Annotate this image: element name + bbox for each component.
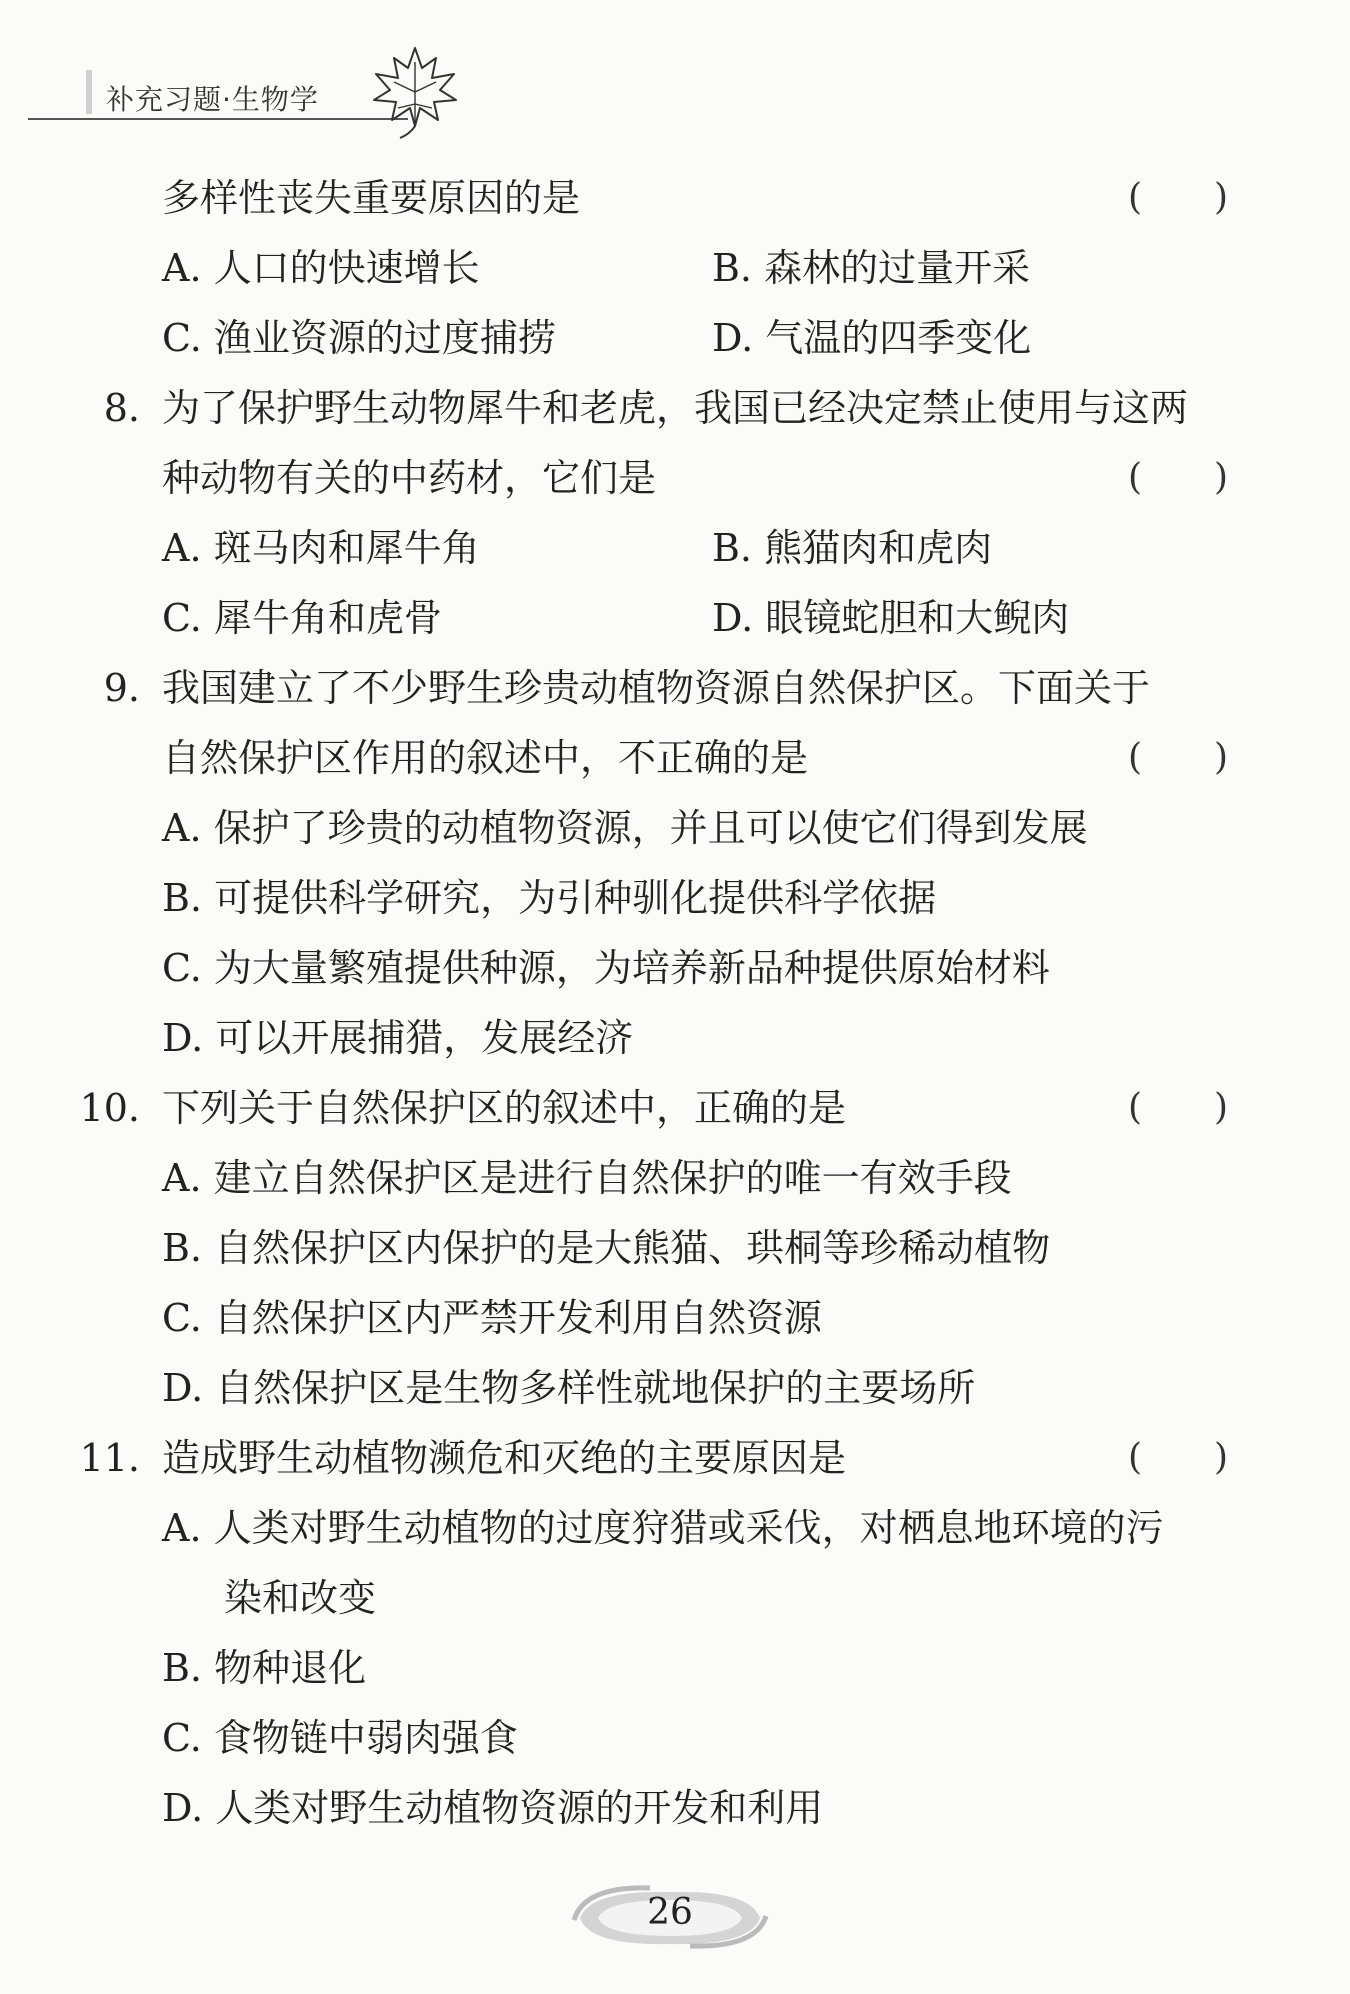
q9-option-c: C. 为大量繁殖提供种源，为培养新品种提供原始材料	[162, 946, 1050, 990]
q9-answer-paren: ( )	[1128, 737, 1229, 778]
q11-number: 11.	[79, 1436, 140, 1480]
q8-stem-line1: 为了保护野生动物犀牛和老虎，我国已经决定禁止使用与这两	[162, 386, 1189, 430]
q10-option-a: A. 建立自然保护区是进行自然保护的唯一有效手段	[162, 1156, 1012, 1200]
q9-stem-line1: 我国建立了不少野生珍贵动植物资源自然保护区。下面关于	[162, 666, 1151, 710]
q9-option-d: D. 可以开展捕猎，发展经济	[162, 1016, 634, 1060]
q10-option-b: B. 自然保护区内保护的是大熊猫、珙桐等珍稀动植物	[162, 1226, 1051, 1270]
header-accent-bar	[86, 70, 92, 114]
q10-stem: 下列关于自然保护区的叙述中，正确的是	[162, 1086, 847, 1130]
q8-option-a: A. 斑马肉和犀牛角	[162, 526, 480, 570]
q11-option-b: B. 物种退化	[162, 1646, 367, 1690]
q11-answer-paren: ( )	[1128, 1437, 1229, 1478]
q7-option-b: B. 森林的过量开采	[712, 246, 1031, 290]
q10-option-c: C. 自然保护区内严禁开发利用自然资源	[162, 1296, 822, 1340]
q9-number: 9.	[103, 666, 140, 710]
q9-option-b: B. 可提供科学研究，为引种驯化提供科学依据	[162, 876, 937, 920]
q8-answer-paren: ( )	[1128, 457, 1229, 498]
q8-number: 8.	[103, 386, 140, 430]
page-number-badge	[570, 1882, 770, 1952]
q7-option-a: A. 人口的快速增长	[162, 246, 480, 290]
q11-option-a-line2: 染和改变	[224, 1576, 377, 1620]
q8-option-c: C. 犀牛角和虎骨	[162, 596, 442, 640]
q8-option-b: B. 熊猫肉和虎肉	[712, 526, 993, 570]
q7-option-c: C. 渔业资源的过度捕捞	[162, 316, 556, 360]
page-number: 26	[647, 1892, 693, 1933]
header-rule	[28, 118, 408, 120]
q9-option-a: A. 保护了珍贵的动植物资源，并且可以使它们得到发展	[162, 806, 1088, 850]
q7-stem: 多样性丧失重要原因的是	[162, 176, 581, 220]
q11-stem: 造成野生动植物濒危和灭绝的主要原因是	[162, 1436, 847, 1480]
q10-answer-paren: ( )	[1128, 1087, 1229, 1128]
q10-option-d: D. 自然保护区是生物多样性就地保护的主要场所	[162, 1366, 976, 1410]
q10-number: 10.	[79, 1086, 140, 1130]
q11-option-c: C. 食物链中弱肉强食	[162, 1716, 518, 1760]
q8-option-d: D. 眼镜蛇胆和大鲵肉	[712, 596, 1070, 640]
q7-option-d: D. 气温的四季变化	[712, 316, 1032, 360]
page-header	[28, 58, 438, 128]
q11-option-d: D. 人类对野生动植物资源的开发和利用	[162, 1786, 824, 1830]
q7-answer-paren: ( )	[1128, 177, 1229, 218]
header-title: 补充习题·生物学	[106, 83, 319, 116]
maple-leaf-icon	[370, 42, 460, 142]
q9-stem-line2: 自然保护区作用的叙述中，不正确的是	[162, 736, 809, 780]
q11-option-a-line1: A. 人类对野生动植物的过度狩猎或采伐，对栖息地环境的污	[162, 1506, 1164, 1550]
q8-stem-line2: 种动物有关的中药材，它们是	[162, 456, 657, 500]
